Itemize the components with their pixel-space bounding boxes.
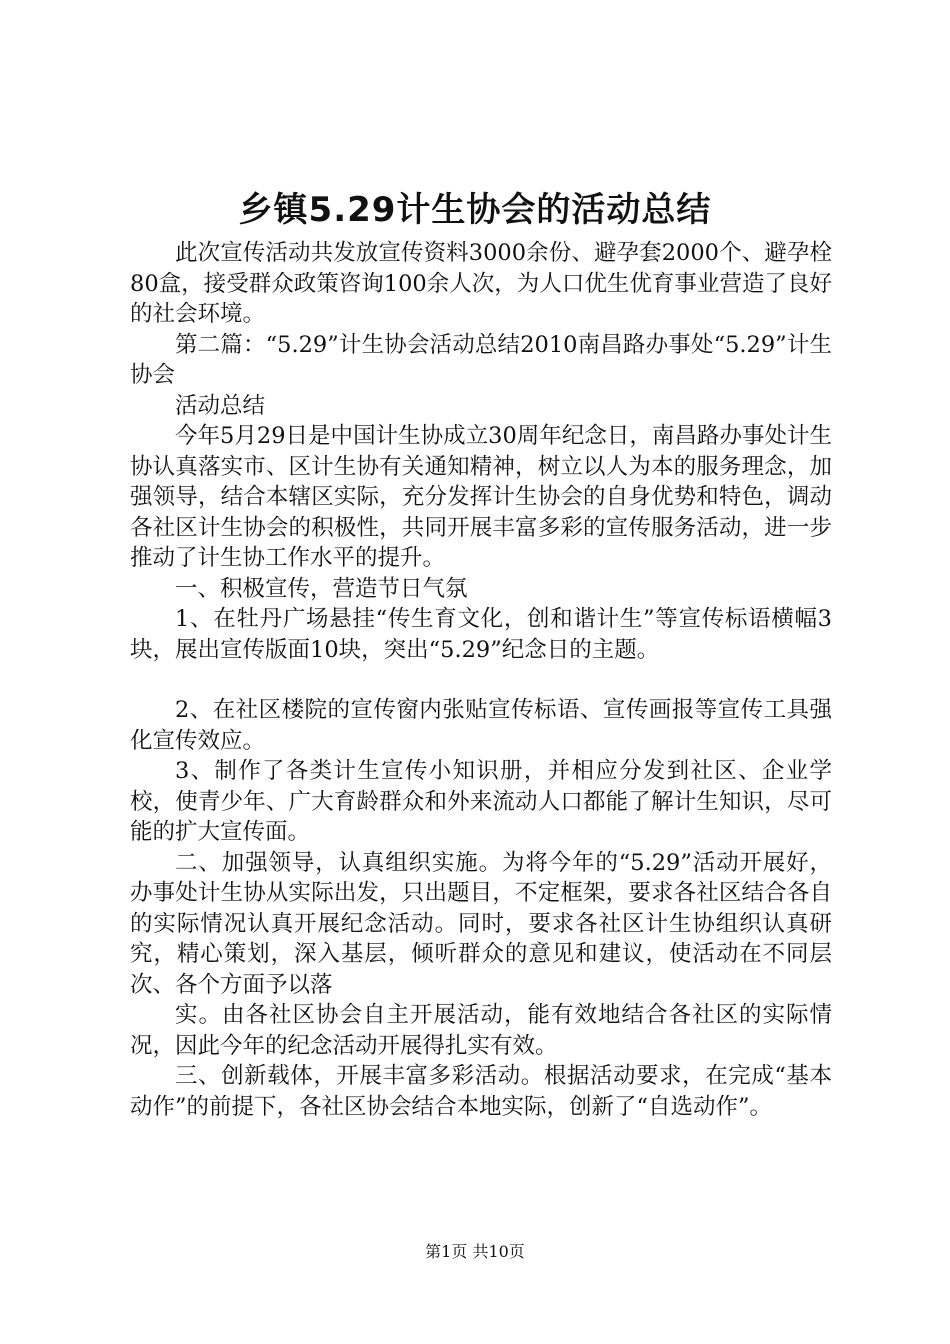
section-heading-1: 一、积极宣传，营造节日气氛 — [175, 575, 468, 602]
document-title: 乡镇5.29计生协会的活动总结 — [238, 190, 712, 230]
page-footer: 第1页 共10页 — [425, 1242, 525, 1261]
list-item-1: 1、在牡丹广场悬挂“传生育文化，创和谐计生”等宣传标语横幅3块，展出宣传版面10块，突出“5.29”纪念日的主题。 — [130, 606, 832, 663]
list-item-2: 2、在社区楼院的宣传窗内张贴宣传标语、宣传画报等宣传工具强化宣传效应。 — [130, 697, 832, 754]
paragraph-continued: 实。由各社区协会自主开展活动，能有效地结合各社区的实际情况，因此今年的纪念活动开展得扎实有效。 — [130, 1002, 832, 1059]
paragraph-summary: 此次宣传活动共发放宣传资料3000余份、避孕套2000个、避孕栓80盒，接受群众政策咨询100余人次，为人口优生优育事业营造了良好的社会环境。 — [130, 240, 832, 327]
paragraph-intro: 今年5月29日是中国计生协成立30周年纪念日，南昌路办事处计生协认真落实市、区计生协有关通知精神，树立以人为本的服务理念，加强领导，结合本辖区实际，充分发挥计生协会的自身优势和特色，调动各社区计生协会的积极性，共同开展丰富多彩的宣传服务活动，进一步推动了计生协工作水平的提升。 — [130, 423, 832, 571]
section-heading-3: 三、创新载体，开展丰富多彩活动。根据活动要求，在完成“基本动作”的前提下，各社区协会结合本地实际，创新了“自选动作”。 — [130, 1063, 832, 1120]
paragraph-second-title: 第二篇：“5.29”计生协会活动总结2010南昌路办事处“5.29”计生协会 — [130, 331, 832, 388]
section-heading-2: 二、加强领导，认真组织实施。为将今年的“5.29”活动开展好，办事处计生协从实际出发，只出题目，不定框架，要求各社区结合各自的实际情况认真开展纪念活动。同时，要求各社区计生协组织认真研究，精心策划，深入基层，倾听群众的意见和建议，使活动在不同层次、各个方面予以落 — [130, 849, 832, 998]
document-body — [130, 238, 832, 1122]
paragraph-activity-summary: 活动总结 — [175, 392, 266, 419]
list-item-3: 3、制作了各类计生宣传小知识册，并相应分发到社区、企业学校，使青少年、广大育龄群众和外来流动人口都能了解计生知识，尽可能的扩大宣传面。 — [130, 758, 832, 845]
